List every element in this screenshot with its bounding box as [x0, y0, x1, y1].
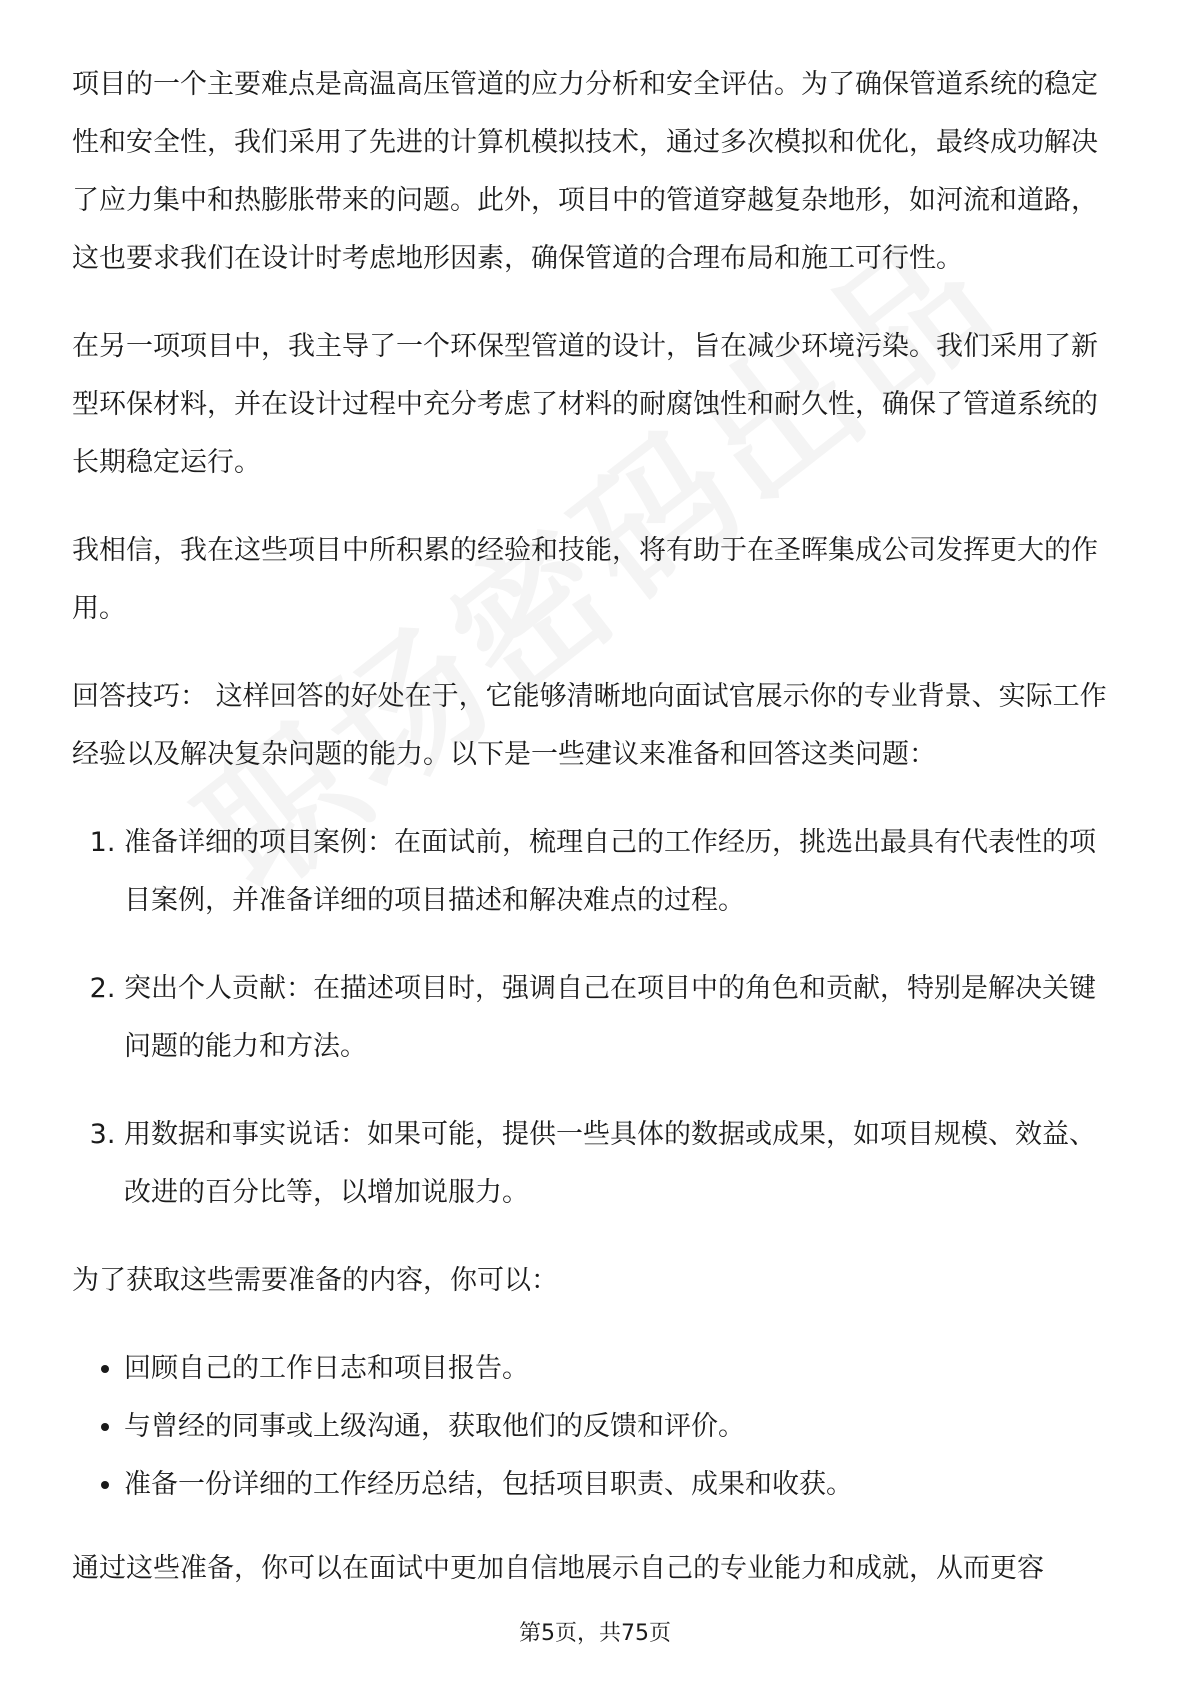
paragraph-belief: 我相信，我在这些项目中所积累的经验和技能，将有助于在圣晖集成公司发挥更大的作用。: [72, 535, 1098, 624]
list-item: • 准备一份详细的工作经历总结，包括项目职责、成果和收获。: [124, 1456, 1118, 1514]
tips-list: [72, 814, 1118, 1222]
list-item: 2. 突出个人贡献：在描述项目时，强调自己在项目中的角色和贡献，特别是解决关键问题的能力和方法。: [124, 960, 1118, 1076]
document-body: [72, 56, 1118, 1628]
paragraph-answer-tips: 回答技巧： 这样回答的好处在于，它能够清晰地向面试官展示你的专业背景、实际工作经验以及解决复杂问题的能力。以下是一些建议来准备和回答这类问题：: [72, 681, 1107, 770]
list-item: • 与曾经的同事或上级沟通，获取他们的反馈和评价。: [124, 1398, 1118, 1456]
paragraph-difficulty: 项目的一个主要难点是高温高压管道的应力分析和安全评估。为了确保管道系统的稳定性和安全性，我们采用了先进的计算机模拟技术，通过多次模拟和优化，最终成功解决了应力集中和热膨胀带来的问题。此外，项目中的管道穿越复杂地形，如河流和道路，这也要求我们在设计时考虑地形因素，确保管道的合理布局和施工可行性。: [72, 69, 1098, 274]
paragraph-closing: 通过这些准备，你可以在面试中更加自信地展示自己的专业能力和成就，从而更容: [72, 1553, 1044, 1584]
paragraph-eco-project: 在另一项项目中，我主导了一个环保型管道的设计，旨在减少环境污染。我们采用了新型环保材料，并在设计过程中充分考虑了材料的耐腐蚀性和耐久性，确保了管道系统的长期稳定运行。: [72, 331, 1098, 478]
page-number-footer: 第5页，共75页: [519, 1621, 671, 1646]
list-item: 1. 准备详细的项目案例：在面试前，梳理自己的工作经历，挑选出最具有代表性的项目案例，并准备详细的项目描述和解决难点的过程。: [124, 814, 1118, 930]
prep-list: [72, 1340, 1118, 1514]
paragraph-prep-intro: 为了获取这些需要准备的内容，你可以：: [72, 1265, 558, 1296]
list-item: 3. 用数据和事实说话：如果可能，提供一些具体的数据或成果，如项目规模、效益、改进的百分比等，以增加说服力。: [124, 1106, 1118, 1222]
list-item: • 回顾自己的工作日志和项目报告。: [124, 1340, 1118, 1398]
